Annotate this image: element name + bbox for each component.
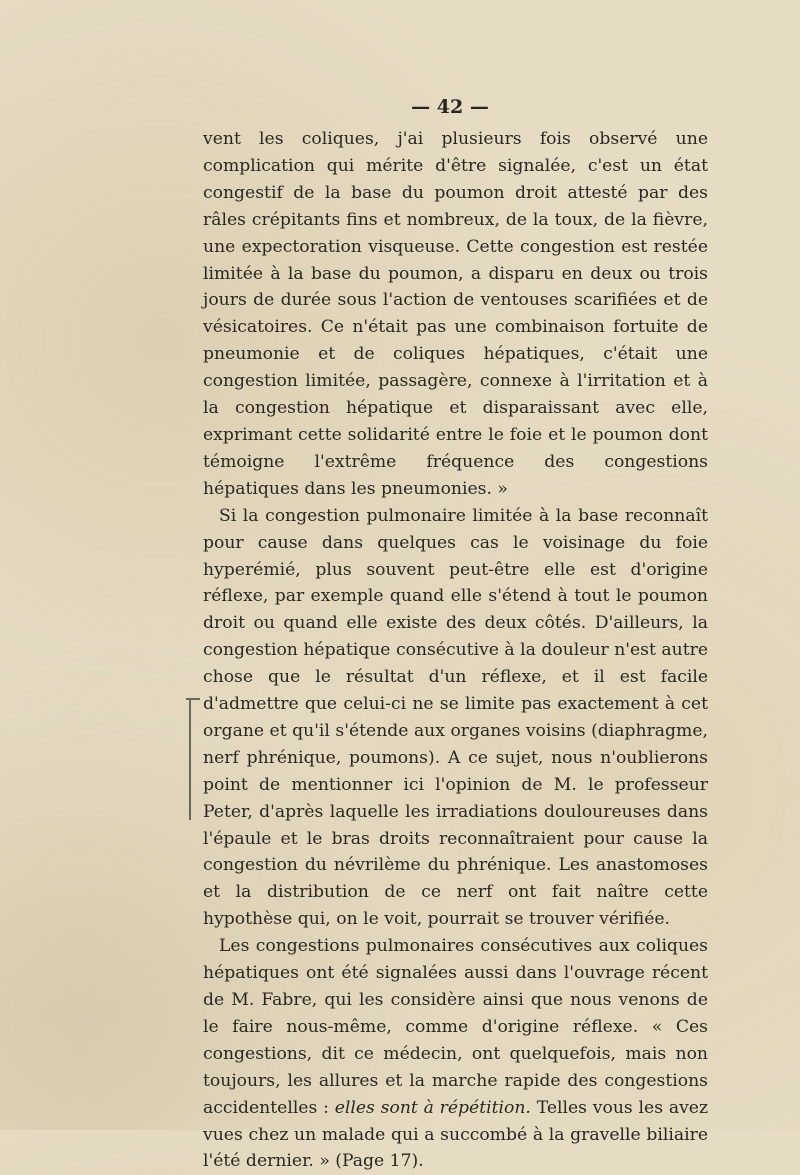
paragraph-3 bbox=[203, 933, 708, 1175]
body-text bbox=[203, 126, 708, 1175]
margin-mark-line bbox=[189, 700, 191, 820]
paragraph-3-start: Les congestions pulmonaires consécutives aux coliques hépatiques ont été signalées aussi dans l'ouvrage récent de M. Fabre, qui les considère ainsi que nous venons de le faire nous-même, comme d'origine réflexe. « Ces congestions, dit ce médecin, ont quelquefois, mais non toujours, les allures et la marche rapide des congestions accidentelles : bbox=[203, 936, 708, 1118]
paragraph-3-end: Telles vous les avez vues chez un malade qui a succombé à la gravelle biliaire l'été dernier. » (Page 17). bbox=[203, 1097, 708, 1172]
paragraph-1: vent les coliques, j'ai plusieurs fois observé une complication qui mérite d'être signalée, c'est un état congestif de la base du poumon droit attesté par des râles crépitants fins et nombreux, de la toux, de la fièvre, une expectoration visqueuse. Cette congestion est restée limitée à la base du poumon, a disparu en deux ou trois jours de durée sous l'action de ventouses scarifiées et de vésicatoires. Ce n'était pas une combinaison fortuite de pneumonie et de coliques hépatiques, c'était une congestion limitée, passagère, connexe à l'irritation et à la congestion hépatique et disparaissant avec elle, exprimant cette solidarité entre le foie et le poumon dont témoigne l'extrême fréquence des congestions hépatiques dans les pneumonies. » bbox=[203, 129, 708, 499]
paragraph-3-italic: elles sont à répétition. bbox=[334, 1097, 531, 1118]
paragraph-2: Si la congestion pulmonaire limitée à la base reconnaît pour cause dans quelques cas le voisinage du foie hyperémié, plus souvent peut-être elle est d'origine réflexe, par exemple quand elle s'étend à tout le poumon droit ou quand elle existe des deux côtés. D'ailleurs, la congestion hépatique consécutive à la douleur n'est autre chose que le résultat d'un réflexe, et il est facile d'admettre que celui-ci ne se limite pas exactement à cet organe et qu'il s'étende aux organes voisins (diaphragme, nerf phrénique, poumons). A ce sujet, nous n'oublierons point de mentionner ici l'opinion de M. le professeur Peter, d'après laquelle les irradiations douloureuses dans l'épaule et le bras droits reconnaîtraient pour cause la congestion du névrilème du phrénique. Les anastomoses et la distribution de ce nerf ont fait naître cette hypothèse qui, on le voit, pourrait se trouver vérifiée. bbox=[203, 505, 708, 930]
page-number: — 42 — bbox=[411, 96, 489, 118]
